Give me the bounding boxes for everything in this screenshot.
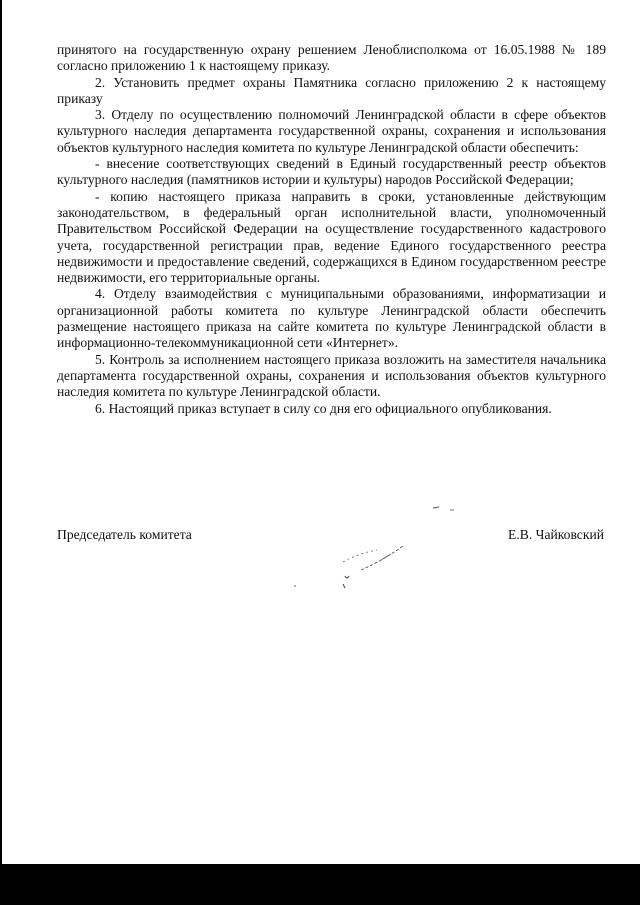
signatory-name: Е.В. Чайковский [508, 527, 604, 542]
paragraph-item-3-sub-2: - копию настоящего приказа направить в сроки, установленные действующим законодательством, в федеральный орган исполнительной власти, уполномоченный Правительством Российской Федерации на осуществление государственного кадастрового учета, государственной регистрации прав, ведение Единого государственного реестра недвижимости и предоставление сведений, содержащихся в Едином государственном реестре недвижимости, его территориальные органы. [57, 188, 606, 286]
paragraph-item-2: 2. Установить предмет охраны Памятника согласно приложению 2 к настоящему приказу [57, 74, 606, 106]
paragraph-item-5: 5. Контроль за исполнением настоящего приказа возложить на заместителя начальника департамента государственной охраны, сохранения и использования объектов культурного наследия комитета по культуре Ленинградской области. [57, 351, 606, 400]
paragraph-item-3-sub-1: - внесение соответствующих сведений в Единый государственный реестр объектов культурного наследия (памятников истории и культуры) народов Российской Федерации; [57, 156, 606, 188]
paragraph-item-6: 6. Настоящий приказ вступает в силу со дня его официального опубликования. [95, 400, 552, 416]
paragraph-item-4: 4. Отделу взаимодействия с муниципальными образованиями, информатизации и организационной работы комитета по культуре Ленинградской области обеспечить размещение настоящего приказа на сайте комитета по культуре Ленинградской области в информационно-телекоммуникационной сети «Интернет». [57, 286, 606, 351]
handwritten-signature [285, 500, 465, 595]
document-body [57, 42, 606, 417]
scan-edge-line [0, 0, 2, 864]
scan-bottom-border [0, 864, 640, 905]
signatory-position: Председатель комитета [57, 527, 192, 542]
paragraph-continuation: принятого на государственную охрану решением Леноблисполкома от 16.05.1988 № 189 согласно приложению 1 к настоящему приказу. [57, 42, 606, 74]
paragraph-item-3: 3. Отделу по осуществлению полномочий Ленинградской области в сфере объектов культурного наследия департамента государственной охраны, сохранения и использования объектов культурного наследия комитета по культуре Ленинградской области обеспечить: [57, 107, 606, 155]
